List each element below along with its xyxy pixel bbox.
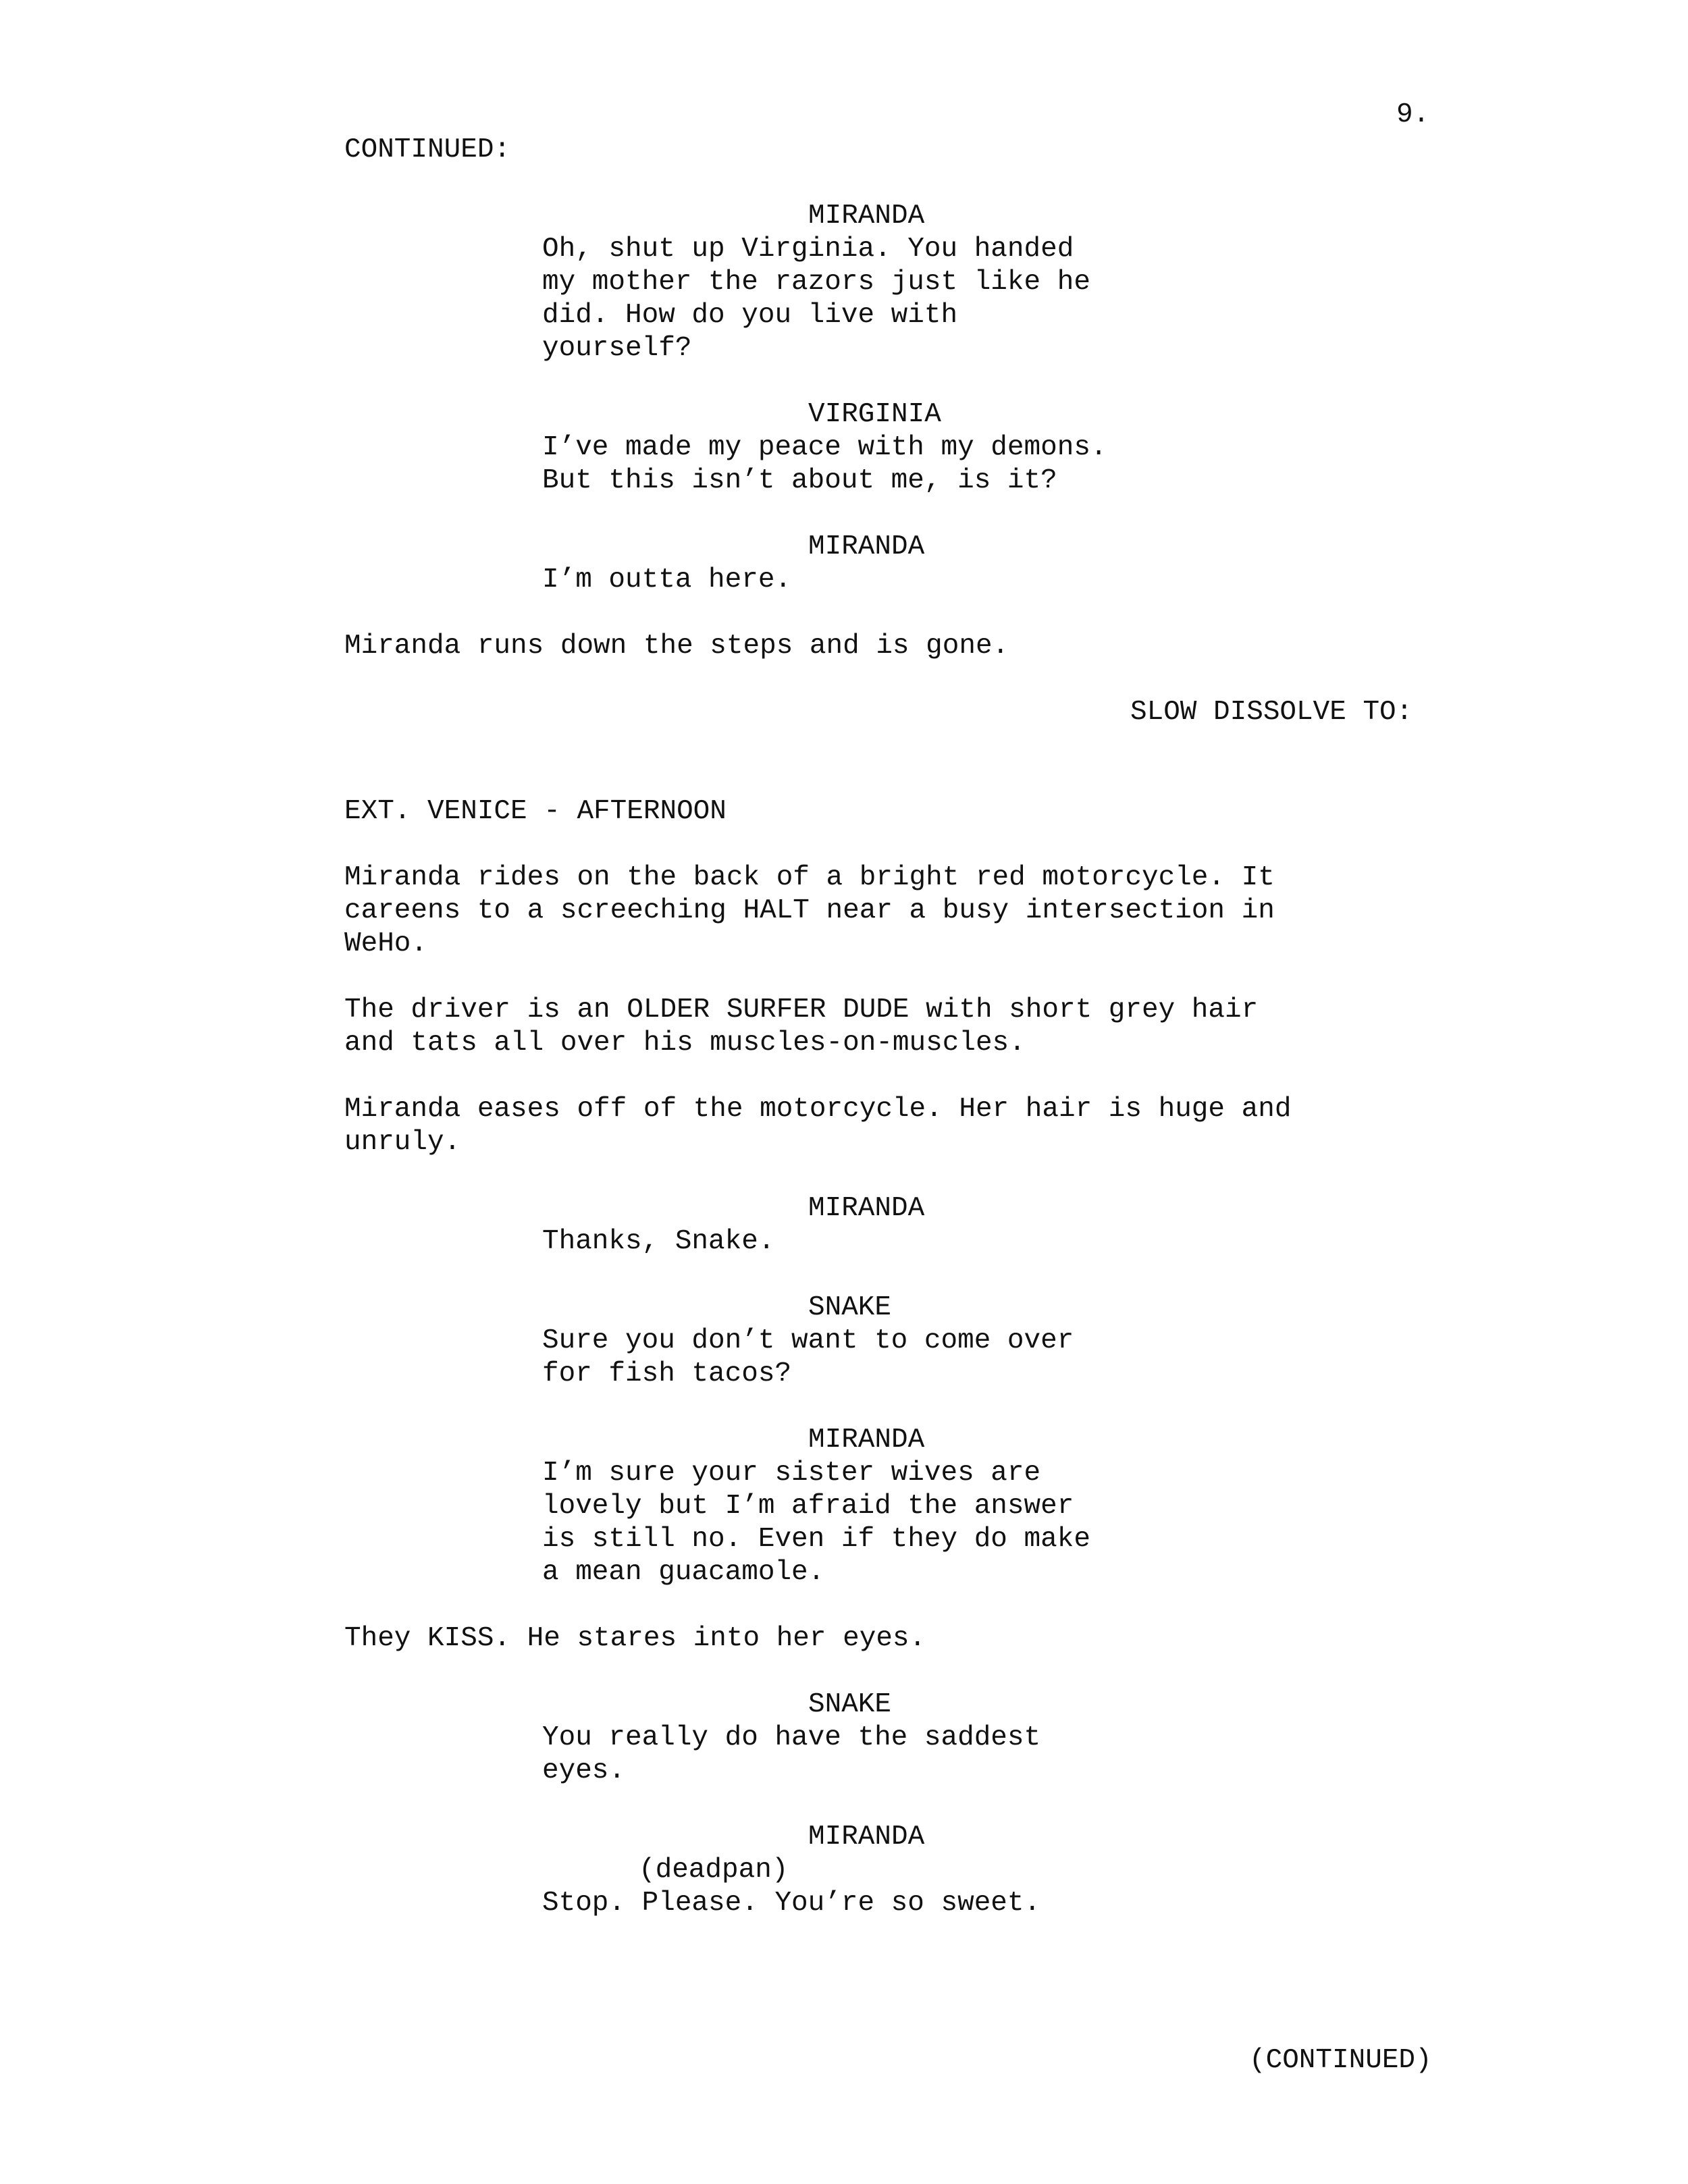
dialogue-line: Oh, shut up Virginia. You handed xyxy=(542,234,1074,265)
action-line: careens to a screeching HALT near a busy intersection in xyxy=(344,895,1275,926)
dialogue-line: Stop. Please. You’re so sweet. xyxy=(542,1888,1041,1919)
action-line: They KISS. He stares into her eyes. xyxy=(344,1623,926,1654)
dialogue-line: I’m outta here. xyxy=(542,564,792,595)
dialogue-line: my mother the razors just like he xyxy=(542,267,1090,298)
action-line: The driver is an OLDER SURFER DUDE with short grey hair xyxy=(344,994,1259,1026)
character-name: MIRANDA xyxy=(808,531,925,562)
transition: SLOW DISSOLVE TO: xyxy=(1130,697,1413,728)
continued-footer: (CONTINUED) xyxy=(1249,2045,1432,2076)
character-name: SNAKE xyxy=(808,1689,892,1720)
character-name: SNAKE xyxy=(808,1292,892,1323)
action-line: unruly. xyxy=(344,1127,461,1158)
continued-header: CONTINUED: xyxy=(344,134,511,165)
action-line: WeHo. xyxy=(344,928,428,959)
dialogue-line: But this isn’t about me, is it? xyxy=(542,465,1057,496)
page-number: 9. xyxy=(1396,99,1430,130)
dialogue-line: lovely but I’m afraid the answer xyxy=(542,1491,1074,1522)
dialogue-line: You really do have the saddest xyxy=(542,1722,1041,1753)
dialogue-line: eyes. xyxy=(542,1755,626,1786)
dialogue-line: Sure you don’t want to come over xyxy=(542,1325,1074,1356)
parenthetical: (deadpan) xyxy=(639,1855,789,1886)
dialogue-line: a mean guacamole. xyxy=(542,1557,825,1588)
action-line: Miranda eases off of the motorcycle. Her hair is huge and xyxy=(344,1094,1292,1125)
dialogue-line: I’ve made my peace with my demons. xyxy=(542,432,1107,463)
dialogue-line: for fish tacos? xyxy=(542,1358,792,1389)
dialogue-line: did. How do you live with xyxy=(542,300,958,331)
dialogue-line: Thanks, Snake. xyxy=(542,1226,775,1257)
dialogue-line: I’m sure your sister wives are xyxy=(542,1458,1041,1489)
dialogue-line: is still no. Even if they do make xyxy=(542,1524,1090,1555)
action-line: Miranda rides on the back of a bright red motorcycle. It xyxy=(344,862,1275,893)
scene-heading: EXT. VENICE - AFTERNOON xyxy=(344,796,727,827)
character-name: MIRANDA xyxy=(808,201,925,232)
action-line: and tats all over his muscles-on-muscles. xyxy=(344,1028,1026,1059)
character-name: MIRANDA xyxy=(808,1424,925,1456)
dialogue-line: yourself? xyxy=(542,333,692,364)
character-name: MIRANDA xyxy=(808,1193,925,1224)
character-name: MIRANDA xyxy=(808,1821,925,1853)
action-line: Miranda runs down the steps and is gone. xyxy=(344,631,1009,662)
character-name: VIRGINIA xyxy=(808,399,941,430)
